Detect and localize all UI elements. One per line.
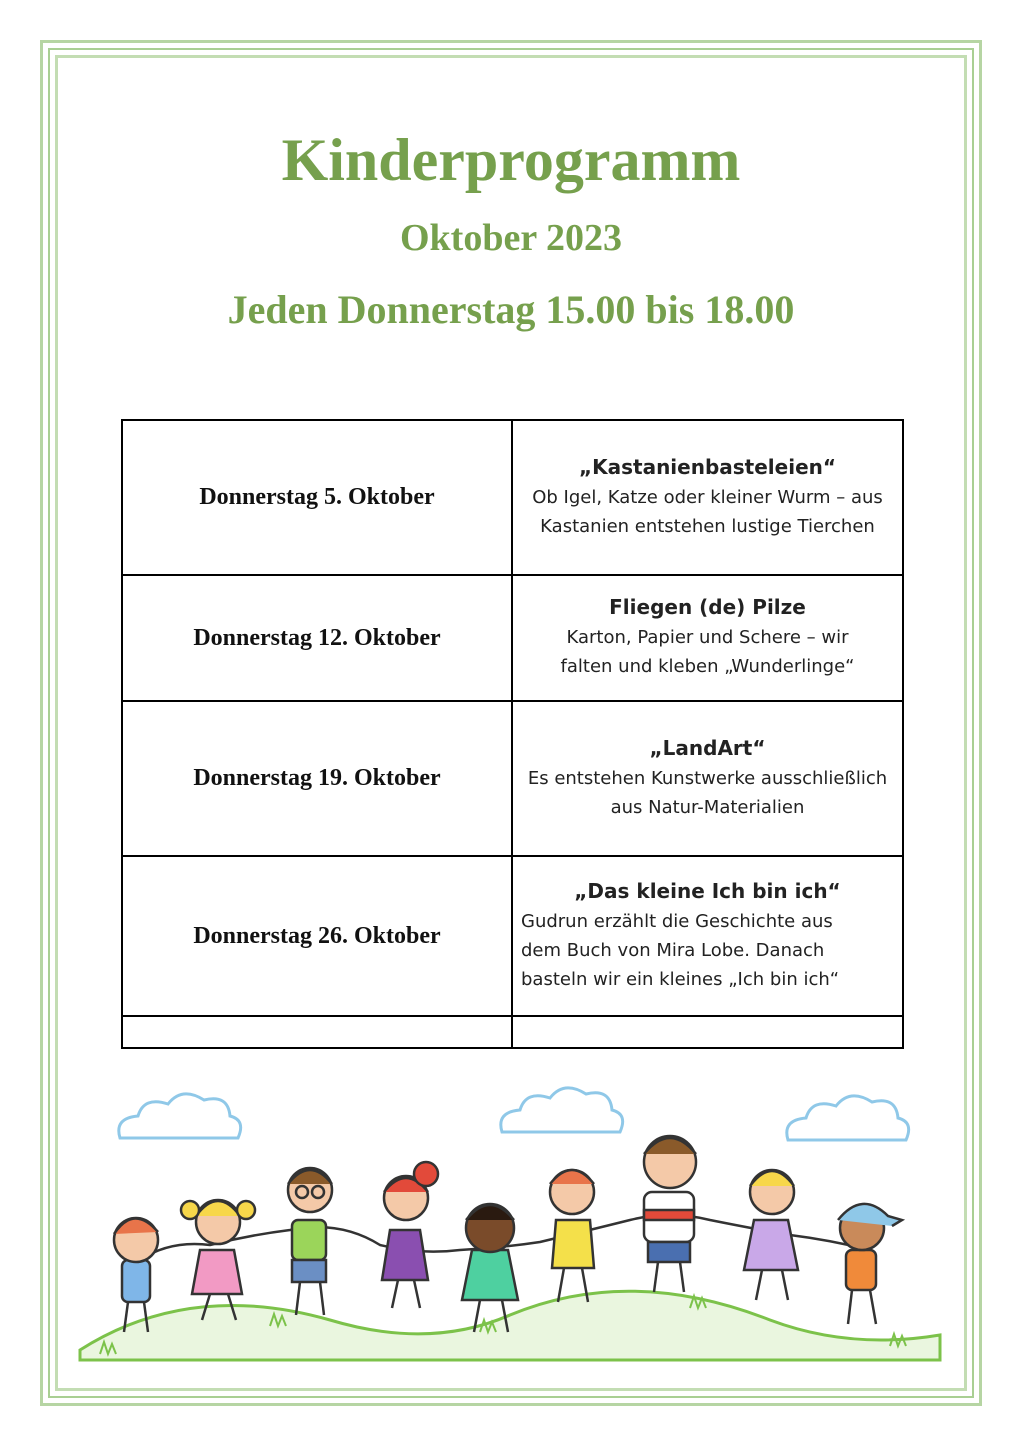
event-activity [512, 575, 903, 701]
empty-cell [122, 1016, 512, 1048]
event-description: Es entstehen Kunstwerke ausschließlich aus Natur-Materialien [527, 767, 888, 818]
event-description: Ob Igel, Katze oder kleiner Wurm – aus Kastanien entstehen lustige Tierchen [532, 486, 883, 537]
child-figure [288, 1168, 332, 1315]
event-date: Donnerstag 19. Oktober [122, 701, 512, 856]
event-description: Gudrun erzählt die Geschichte aus dem Buch von Mira Lobe. Danach basteln wir ein kleines „Ich bin ich“ [521, 910, 840, 990]
table-row [122, 575, 903, 701]
schedule-time: Jeden Donnerstag 15.00 bis 18.00 [227, 287, 795, 332]
cloud-icon [501, 1088, 623, 1132]
child-figure [382, 1162, 438, 1308]
page-title: Kinderprogramm [281, 127, 741, 193]
table-row-empty [122, 1016, 903, 1048]
empty-cell [512, 1016, 903, 1048]
grass-hill [80, 1291, 940, 1360]
children-illustration [70, 1070, 950, 1370]
event-date: Donnerstag 5. Oktober [122, 420, 512, 575]
event-title: „LandArt“ [649, 735, 766, 760]
child-figure [744, 1170, 798, 1300]
child-figure [550, 1170, 594, 1302]
child-figure [462, 1204, 518, 1332]
event-activity [512, 420, 903, 575]
event-date: Donnerstag 12. Oktober [122, 575, 512, 701]
child-figure [644, 1136, 696, 1292]
table-row [122, 856, 903, 1016]
event-activity [512, 856, 903, 1016]
cloud-icon [787, 1096, 909, 1140]
event-title: „Das kleine Ich bin ich“ [574, 878, 841, 903]
schedule-table [121, 419, 904, 1049]
event-date: Donnerstag 26. Oktober [122, 856, 512, 1016]
page-subtitle: Oktober 2023 [399, 217, 623, 259]
table-row [122, 701, 903, 856]
table-row [122, 420, 903, 575]
cloud-icon [119, 1094, 241, 1138]
child-figure [838, 1204, 902, 1324]
event-title: „Kastanienbasteleien“ [578, 454, 837, 479]
event-title: Fliegen (de) Pilze [609, 595, 806, 619]
event-activity [512, 701, 903, 856]
event-description: Karton, Papier und Schere – wir falten und kleben „Wunderlinge“ [560, 627, 855, 677]
child-figure [114, 1218, 158, 1332]
child-figure [181, 1200, 255, 1320]
